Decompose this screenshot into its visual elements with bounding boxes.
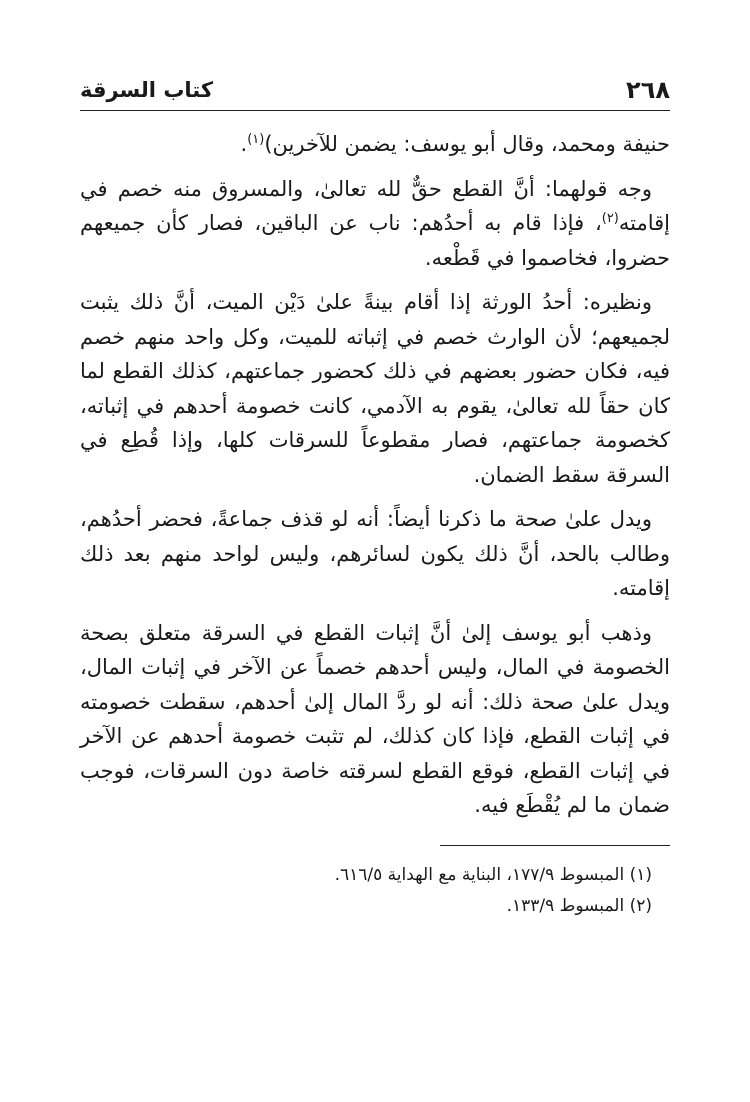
paragraph-4: ويدل علىٰ صحة ما ذكرنا أيضاً: أنه لو قذف جماعةً، فحضر أحدُهم، وطالب بالحد، أنَّ ذلك يكون لسائرهم، وليس لواحد منهم بعد ذلك إقامته. [80, 507, 670, 600]
paragraph-3: ونظيره: أحدُ الورثة إذا أقام بينةً علىٰ دَيْن الميت، أنَّ ذلك يثبت لجميعهم؛ لأن الوارث خصم في إثباته للميت، وكل واحد منهم خصم فيه، فكان حضور بعضهم في ذلك كحضور جماعتهم، كذلك القطع لما كان حقاً لله تعالىٰ، يقوم به الآدمي، كانت خصومة أحدهم في إثباته، كخصومة جماعتهم، فصار مقطوعاً للسرقات كلها، وإذا قُطِع في السرقة سقط الضمان. [80, 290, 670, 487]
footnote-ref-2: (٢) [601, 211, 619, 226]
footnote-2: (٢) المبسوط ١٣٣/٩. [506, 895, 652, 916]
footnote-ref-1: (١) [247, 132, 265, 147]
paragraph-1-end: . [240, 132, 248, 156]
running-title: كتاب السرقة [80, 78, 214, 102]
page-header [80, 70, 670, 111]
book-page [80, 70, 670, 922]
paragraph-1-text: حنيفة ومحمد، وقال أبو يوسف: يضمن للآخرين) [264, 132, 670, 156]
main-text [80, 127, 670, 823]
footnote-divider [440, 845, 670, 846]
paragraph-2 [80, 172, 670, 276]
paragraph-1 [80, 127, 670, 162]
footnotes [80, 860, 670, 922]
paragraph-2-text: وجه قولهما: أنَّ القطع حقٌّ لله تعالىٰ، والمسروق منه خصم في إقامته [80, 176, 670, 235]
page-number: ٢٦٨ [626, 76, 670, 104]
paragraph-2-end: ، فإذا قام به أحدُهم: ناب عن الباقين، فصار كأن جميعهم حضروا، فخاصموا في قَطْعه. [80, 211, 670, 270]
footnote-1: (١) المبسوط ١٧٧/٩، البناية مع الهداية ٦١٦/٥. [334, 864, 652, 885]
paragraph-5: وذهب أبو يوسف إلىٰ أنَّ إثبات القطع في السرقة متعلق بصحة الخصومة في المال، وليس أحدهم خصماً عن الآخر في إثبات المال، ويدل علىٰ صحة ذلك: أنه لو ردَّ المال إلىٰ أحدهم، سقطت خصومته في إثبات القطع، فإذا كان كذلك، لم تثبت خصومة أحدهم عن الآخر في إثبات القطع، فوقع القطع لسرقته خاصة دون السرقات، فوجب ضمان ما لم يُقْطَع فيه. [80, 620, 670, 817]
